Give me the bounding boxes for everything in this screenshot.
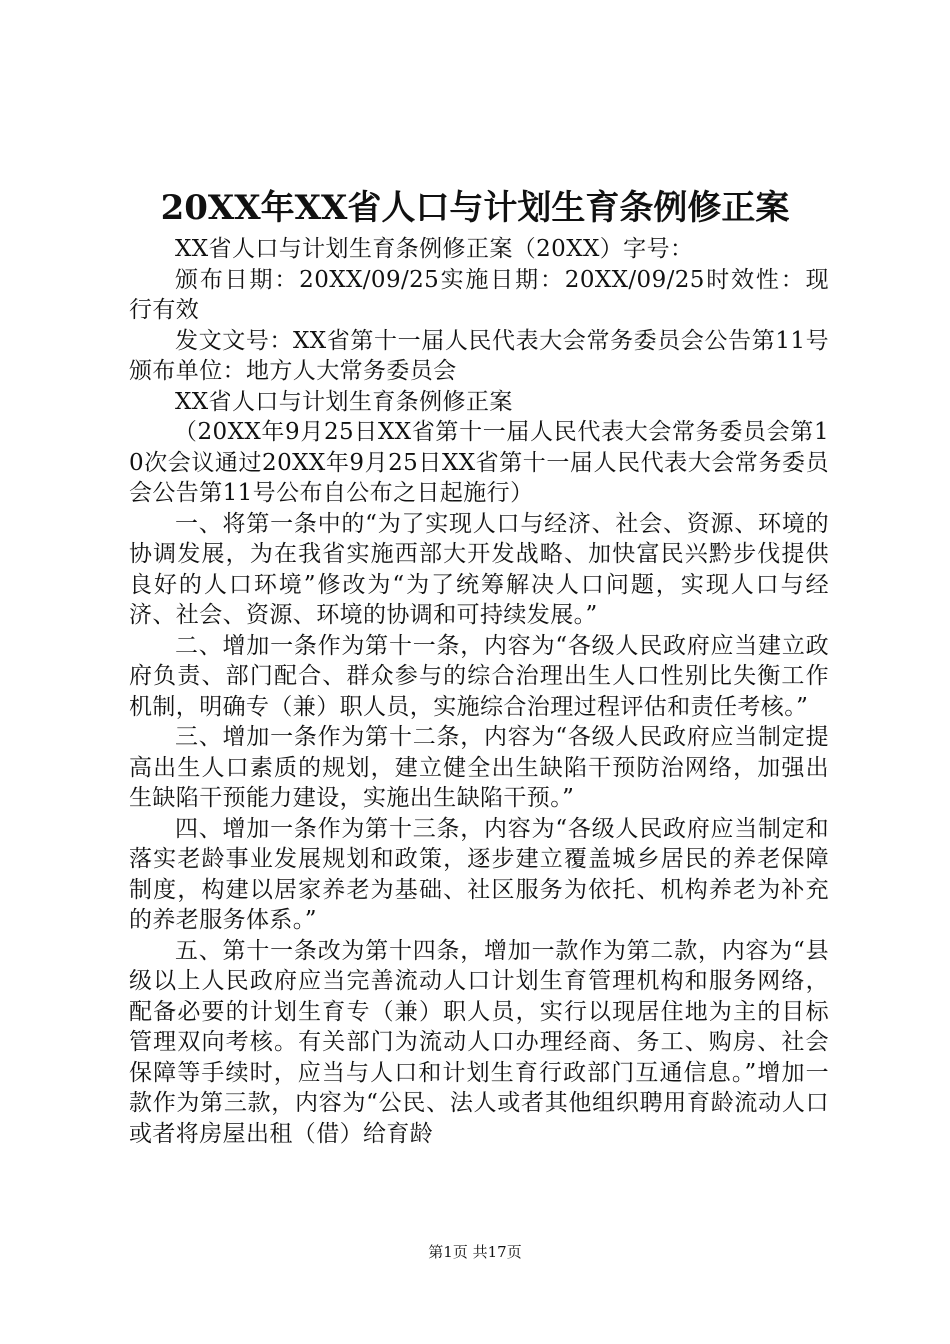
- paragraph-item-4: 四、增加一条作为第十三条，内容为“各级人民政府应当制定和落实老龄事业发展规划和政策，逐步建立覆盖城乡居民的养老保障制度，构建以居家养老为基础、社区服务为依托、机构养老为补充的养老服务体系。”: [129, 815, 829, 933]
- paragraph-header-line: XX省人口与计划生育条例修正案（20XX）字号：: [175, 236, 694, 262]
- paragraph-document-number: 发文文号：XX省第十一届人民代表大会常务委员会公告第11号颁布单位：地方人大常务委员会: [129, 327, 829, 384]
- paragraph-item-5: 五、第十一条改为第十四条，增加一款作为第二款，内容为“县级以上人民政府应当完善流动人口计划生育管理机构和服务网络，配备必要的计划生育专（兼）职人员，实行以现居住地为主的目标管理双向考核。有关部门为流动人口办理经商、务工、购房、社会保障等手续时，应当与人口和计划生育行政部门互通信息。”增加一款作为第三款，内容为“公民、法人或者其他组织聘用育龄流动人口或者将房屋出租（借）给育龄: [129, 937, 829, 1147]
- paragraph-item-1: 一、将第一条中的“为了实现人口与经济、社会、资源、环境的协调发展，为在我省实施西部大开发战略、加快富民兴黔步伐提供良好的人口环境”修改为“为了统筹解决人口问题，实现人口与经济、社会、资源、环境的协调和可持续发展。”: [129, 510, 829, 628]
- document-body: [129, 234, 829, 1149]
- page-number-footer: 第1页 共17页: [428, 1243, 522, 1261]
- paragraph-item-2: 二、增加一条作为第十一条，内容为“各级人民政府应当建立政府负责、部门配合、群众参与的综合治理出生人口性别比失衡工作机制，明确专（兼）职人员，实施综合治理过程评估和责任考核。”: [129, 632, 829, 720]
- paragraph-adoption-note: （20XX年9月25日XX省第十一届人民代表大会常务委员会第10次会议通过20XX年9月25日XX省第十一届人民代表大会常务委员会公告第11号公布自公布之日起施行）: [129, 419, 829, 506]
- document-title: 20XX年XX省人口与计划生育条例修正案: [160, 188, 790, 228]
- paragraph-dates: 颁布日期：20XX/09/25实施日期：20XX/09/25时效性：现行有效: [129, 266, 829, 323]
- paragraph-subtitle: XX省人口与计划生育条例修正案: [175, 388, 513, 415]
- paragraph-item-3: 三、增加一条作为第十二条，内容为“各级人民政府应当制定提高出生人口素质的规划，建立健全出生缺陷干预防治网络，加强出生缺陷干预能力建设，实施出生缺陷干预。”: [129, 724, 829, 811]
